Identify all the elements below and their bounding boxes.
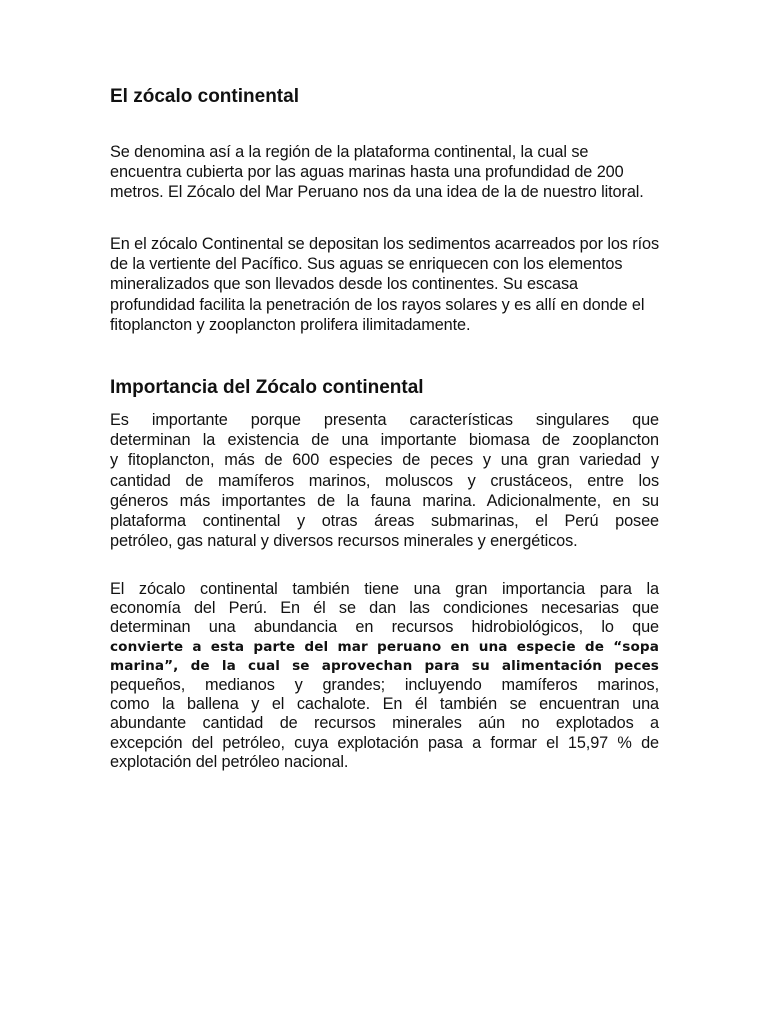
text-line: Es importante porque presenta características singulares que	[110, 411, 659, 429]
paragraph-economy	[110, 580, 659, 772]
text-line: economía del Perú. En él se dan las condiciones necesarias que	[110, 599, 659, 618]
text-line: géneros más importantes de la fauna marina. Adicionalmente, en su	[110, 491, 659, 510]
text-line: plataforma continental y otras áreas submarinas, el Perú posee	[110, 512, 659, 531]
text-line: petróleo, gas natural y diversos recursos minerales y energéticos.	[110, 532, 578, 551]
section-title-zocalo-continental: El zócalo continental	[110, 86, 299, 107]
section-title-importancia: Importancia del Zócalo continental	[110, 377, 424, 398]
paragraph-definition: Se denomina así a la región de la plataforma continental, la cual se encuentra cubierta por las aguas marinas hasta una profundidad de 200 metros. El Zócalo del Mar Peruano nos da una idea de la de nuestro litoral.	[110, 143, 644, 202]
text-line: determinan la existencia de una importante biomasa de zooplancton	[110, 431, 659, 450]
bold-text-line: convierte a esta parte del mar peruano en una especie de “sopa	[110, 638, 659, 655]
text-line: como la ballena y el cachalote. En él también se encuentran una	[110, 695, 659, 714]
text-line: pequeños, medianos y grandes; incluyendo mamíferos marinos,	[110, 676, 659, 695]
paragraph-importance	[110, 410, 659, 551]
paragraph-sediments: En el zócalo Continental se depositan los sedimentos acarreados por los ríos de la vertiente del Pacífico. Sus aguas se enriquecen con los elementos mineralizados que son llevados desde los continentes. Su escasa profundidad facilita la penetración de los rayos solares y es allí en donde el fitoplancton y zooplancton prolifera ilimitadamente.	[110, 235, 659, 334]
text-line: abundante cantidad de recursos minerales aún no explotados a	[110, 714, 659, 733]
text-line: El zócalo continental también tiene una gran importancia para la	[110, 580, 659, 598]
text-line: y fitoplancton, más de 600 especies de peces y una gran variedad y	[110, 451, 659, 470]
text-line: determinan una abundancia en recursos hidrobiológicos, lo que	[110, 618, 659, 637]
bold-text-line: marina”, de la cual se aprovechan para su alimentación peces	[110, 657, 659, 674]
text-line: excepción del petróleo, cuya explotación pasa a formar el 15,97 % de	[110, 733, 659, 752]
text-line: explotación del petróleo nacional.	[110, 752, 349, 771]
text-line: cantidad de mamíferos marinos, moluscos y crustáceos, entre los	[110, 471, 659, 490]
